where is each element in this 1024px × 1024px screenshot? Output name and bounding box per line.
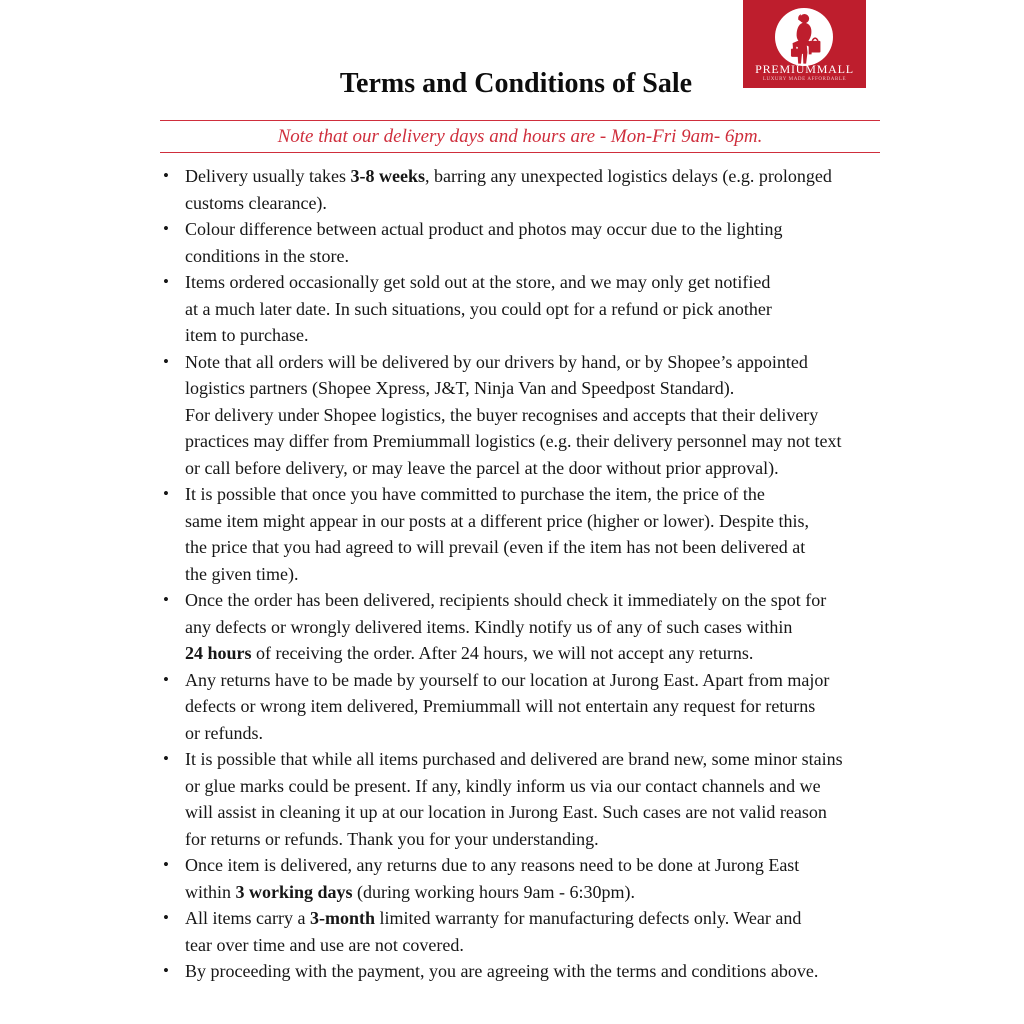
delivery-note-band: [160, 120, 880, 153]
bullet-marker: •: [163, 351, 169, 371]
bullet-marker: •: [163, 961, 169, 980]
term-item: [160, 481, 880, 587]
bullet-marker: •: [163, 219, 169, 238]
term-item: [160, 587, 880, 667]
term-text: Once item is delivered, any returns due to any reasons need to be done at Jurong East within 3 working days (during working hours 9am - 6:30pm).: [185, 855, 800, 902]
term-text: Colour difference between actual product and photos may occur due to the lighting conditions in the store.: [185, 219, 783, 266]
bullet-marker: •: [163, 590, 169, 609]
term-text: By proceeding with the payment, you are agreeing with the terms and conditions above.: [185, 961, 819, 981]
page-title: Terms and Conditions of Sale: [339, 68, 693, 99]
terms-list: [160, 163, 880, 985]
logo-circle: [775, 8, 833, 66]
term-text: It is possible that once you have committed to purchase the item, the price of the same item might appear in our posts at a different price (higher or lower). Despite this, the price that you had agreed to will prevail (even if the item has not been delivered at the given time).: [185, 484, 809, 584]
term-item: [160, 163, 880, 216]
term-text: Any returns have to be made by yourself to our location at Jurong East. Apart from major defects or wrong item delivered, Premiummall will not entertain any request for returns or refunds.: [185, 669, 830, 743]
bullet-marker: •: [163, 669, 169, 689]
term-item: [160, 746, 880, 852]
term-item: [160, 349, 880, 482]
term-item: [160, 216, 880, 269]
bullet-marker: •: [163, 749, 169, 768]
term-text: Note that all orders will be delivered by our drivers by hand, or by Shopee’s appointed logistics partners (Shopee Xpress, J&T, Ninja Van and Speedpost Standard). For delivery under Shopee logistics, the buyer recognises and accepts that their delivery practices may differ from Premiummall logistics (e.g. their delivery personnel may not text or call before delivery, or may leave the parcel at the door without prior approval).: [185, 351, 842, 478]
bullet-marker: •: [163, 166, 169, 185]
term-text: Once the order has been delivered, recipients should check it immediately on the spot for any defects or wrongly delivered items. Kindly notify us of any of such cases within 24 hours of receiving the order. After 24 hours, we will not accept any returns.: [185, 590, 827, 663]
term-item: [160, 667, 880, 747]
term-item: [160, 269, 880, 349]
bullet-marker: •: [163, 908, 169, 927]
brand-tagline: LUXURY MADE AFFORDABLE: [762, 77, 847, 82]
term-text: All items carry a 3-month limited warranty for manufacturing defects only. Wear and tear over time and use are not covered.: [185, 908, 802, 955]
bullet-marker: •: [163, 272, 169, 291]
brand-name: PREMIUMMALL: [755, 62, 854, 76]
delivery-note: Note that our delivery days and hours are - Mon-Fri 9am- 6pm.: [277, 126, 763, 147]
term-item: [160, 852, 880, 905]
term-item: [160, 905, 880, 958]
term-item: [160, 958, 880, 985]
term-text: It is possible that while all items purchased and delivered are brand new, some minor stains or glue marks could be present. If any, kindly inform us via our contact channels and we will assist in cleaning it up at our location in Jurong East. Such cases are not valid reason for returns or refunds. Thank you for your understanding.: [185, 749, 843, 849]
bullet-marker: •: [163, 484, 169, 503]
shopper-silhouette-icon: [775, 8, 833, 66]
bullet-marker: •: [163, 855, 169, 874]
term-text: Items ordered occasionally get sold out at the store, and we may only get notified at a much later date. In such situations, you could opt for a refund or pick another item to purchase.: [185, 272, 772, 345]
term-text: Delivery usually takes 3-8 weeks, barring any unexpected logistics delays (e.g. prolonged customs clearance).: [185, 166, 832, 213]
